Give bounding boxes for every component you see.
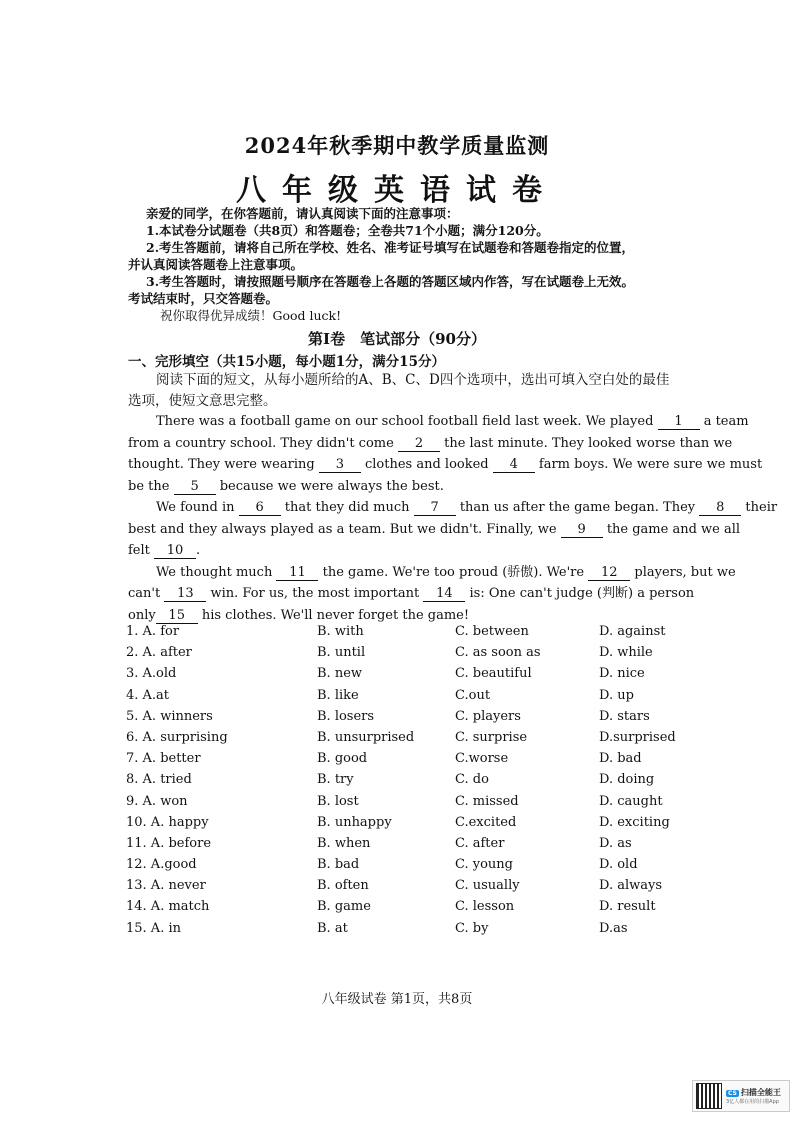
option-12-c: C. young	[455, 857, 513, 873]
option-9-d: D. caught	[599, 793, 663, 809]
option-6-a: 6. A. surprising	[126, 729, 228, 745]
option-row-11	[126, 836, 726, 857]
passage-text: because we were always the best.	[219, 478, 444, 494]
option-row-13	[126, 878, 726, 899]
blank-14: 14	[423, 586, 465, 602]
option-15-b: B. at	[317, 920, 348, 936]
option-14-b: B. game	[317, 899, 371, 915]
option-row-9	[126, 794, 726, 815]
option-7-c: C.worse	[455, 751, 509, 767]
passage-text: their	[745, 500, 778, 515]
option-row-2	[126, 645, 726, 666]
passage-text: thought. They were wearing	[128, 457, 315, 472]
option-8-c: C. do	[455, 772, 489, 788]
passage-text: clothes and looked	[364, 457, 489, 472]
blank-12: 12	[588, 565, 630, 581]
blank-2: 2	[398, 436, 440, 452]
option-2-b: B. until	[317, 645, 366, 661]
option-3-b: B. new	[317, 666, 363, 682]
option-8-d: D. doing	[599, 772, 655, 788]
option-4-d: D. up	[599, 687, 634, 703]
option-2-a: 2. A. after	[126, 645, 192, 661]
option-5-a: 5. A. winners	[126, 708, 213, 724]
passage-line	[128, 411, 749, 433]
option-row-6	[126, 730, 726, 751]
notice-item-3a: 3.考生答题时，请按照题号顺序在答题卷上各题的答题区域内作答，写在试题卷上无效。	[146, 274, 635, 289]
section-instruction	[128, 370, 708, 412]
blank-10: 10	[154, 543, 196, 559]
blank-11: 11	[276, 565, 318, 581]
passage-text: than us after the game began. They	[459, 500, 696, 515]
option-13-a: 13. A. never	[126, 878, 206, 894]
exam-subtitle: 八年级英语试卷	[236, 173, 558, 208]
blank-13: 13	[164, 586, 206, 602]
passage-line	[128, 583, 700, 605]
passage-line	[128, 540, 700, 562]
option-15-a: 15. A. in	[126, 920, 181, 936]
passage-line	[128, 562, 736, 584]
option-13-c: C. usually	[455, 878, 520, 894]
notice-greeting: 亲爱的同学，在你答题前，请认真阅读下面的注意事项：	[146, 206, 459, 221]
option-8-b: B. try	[317, 772, 354, 788]
option-15-c: C. by	[455, 920, 489, 936]
option-10-d: D. exciting	[599, 814, 670, 830]
notice-item-3b: 考试结束时，只交答题卷。	[128, 291, 279, 306]
passage-text: the game and we all	[606, 521, 741, 537]
blank-15: 15	[156, 608, 198, 624]
option-2-c: C. as soon as	[455, 645, 541, 661]
option-15-d: D.as	[599, 920, 628, 936]
option-row-5	[126, 709, 726, 730]
passage-text: the game. We're too proud (骄傲). We're	[322, 564, 585, 580]
option-3-d: D. nice	[599, 666, 645, 682]
option-2-d: D. while	[599, 645, 653, 661]
passage-text: is: One can't judge (判断) a person	[469, 586, 695, 601]
option-11-d: D. as	[599, 835, 632, 851]
watermark-sub: 3亿人都在用的扫描App	[726, 1099, 779, 1105]
option-3-c: C. beautiful	[455, 666, 532, 682]
option-12-a: 12. A.good	[126, 857, 197, 873]
option-row-15	[126, 921, 726, 942]
option-4-b: B. like	[317, 687, 359, 703]
passage-text: farm boys. We were sure we must	[538, 457, 763, 472]
notice-item-1: 1.本试卷分试题卷（共8页）和答题卷；全卷共71个小题；满分120分。	[146, 223, 549, 238]
option-14-d: D. result	[599, 899, 656, 915]
option-9-a: 9. A. won	[126, 793, 188, 809]
passage-text: that they did much	[284, 500, 410, 515]
option-10-c: C.excited	[455, 814, 517, 830]
page-footer: 八年级试卷 第1页，共8页	[321, 992, 473, 1007]
option-6-c: C. surprise	[455, 729, 528, 745]
blank-1: 1	[658, 414, 700, 430]
blank-8: 8	[699, 500, 741, 516]
option-11-b: B. when	[317, 835, 371, 851]
passage-text: players, but we	[634, 564, 736, 580]
option-row-3	[126, 666, 726, 687]
passage-text: can't	[128, 586, 161, 601]
section-title: 一、完形填空（共15小题，每小题1分，满分15分）	[128, 354, 445, 370]
passage-text: .	[196, 543, 201, 558]
option-7-a: 7. A. better	[126, 751, 201, 767]
blank-4: 4	[493, 457, 535, 473]
answer-options	[126, 624, 726, 942]
option-1-d: D. against	[599, 624, 666, 639]
option-14-c: C. lesson	[455, 899, 515, 915]
option-row-7	[126, 751, 726, 772]
option-7-d: D. bad	[599, 751, 642, 767]
instruction-line-1: 阅读下面的短文，从每小题所给的A、B、C、D四个选项中，选出可填入空白处的最佳	[156, 372, 670, 388]
passage-text: his clothes. We'll never forget the game!	[201, 607, 470, 623]
blank-3: 3	[319, 457, 361, 473]
passage-text: best and they always played as a team. But we didn't. Finally, we	[128, 521, 557, 537]
passage-text: the last minute. They looked worse than we	[444, 435, 733, 451]
passage-text: win. For us, the most important	[210, 586, 420, 601]
blank-9: 9	[561, 522, 603, 538]
blank-7: 7	[414, 500, 456, 516]
option-9-b: B. lost	[317, 793, 359, 809]
option-8-a: 8. A. tried	[126, 772, 192, 788]
passage-line	[128, 454, 763, 476]
watermark-brand-name: 扫描全能王	[740, 1088, 781, 1097]
option-row-1	[126, 624, 726, 645]
passage-text: There was a football game on our school football field last week. We played	[156, 414, 654, 429]
option-3-a: 3. A.old	[126, 666, 177, 682]
option-11-a: 11. A. before	[126, 835, 212, 851]
passage-line	[128, 519, 741, 541]
option-row-14	[126, 899, 726, 920]
option-5-d: D. stars	[599, 708, 650, 724]
notice-item-2b: 并认真阅读答题卷上注意事项。	[128, 257, 304, 272]
qr-code-icon	[696, 1083, 722, 1109]
option-5-b: B. losers	[317, 708, 375, 724]
passage-line	[128, 433, 733, 455]
option-row-4	[126, 688, 726, 709]
scanner-watermark	[692, 1080, 790, 1112]
option-1-c: C. between	[455, 624, 529, 639]
option-4-c: C.out	[455, 687, 491, 703]
option-5-c: C. players	[455, 708, 521, 724]
passage-text: only	[128, 607, 156, 623]
option-11-c: C. after	[455, 835, 505, 851]
blank-5: 5	[174, 479, 216, 495]
notice-item-2a: 2.考生答题前，请将自己所在学校、姓名、准考证号填写在试题卷和答题卷指定的位置，	[146, 240, 635, 255]
option-10-b: B. unhappy	[317, 814, 392, 830]
option-7-b: B. good	[317, 751, 368, 767]
option-12-d: D. old	[599, 857, 638, 873]
exam-title: 2024年秋季期中教学质量监测	[244, 133, 550, 158]
passage-text: be the	[128, 478, 170, 494]
option-13-b: B. often	[317, 878, 369, 894]
option-4-a: 4. A.at	[126, 687, 170, 703]
passage-text: from a country school. They didn't come	[128, 435, 394, 451]
option-9-c: C. missed	[455, 793, 519, 809]
passage-text: felt	[128, 543, 150, 558]
option-row-8	[126, 772, 726, 793]
passage-line	[128, 605, 700, 627]
option-1-b: B. with	[317, 624, 364, 639]
option-10-a: 10. A. happy	[126, 814, 209, 830]
watermark-text	[726, 1087, 781, 1105]
passage-text: We thought much	[156, 564, 273, 580]
option-6-d: D.surprised	[599, 729, 676, 745]
passage-line	[128, 476, 700, 498]
option-14-a: 14. A. match	[126, 899, 210, 915]
cloze-passage	[128, 411, 778, 626]
option-6-b: B. unsurprised	[317, 729, 415, 745]
cs-logo-icon: CS	[728, 1090, 737, 1097]
option-row-10	[126, 815, 726, 836]
passage-text: a team	[703, 414, 749, 429]
notice-wish: 祝你取得优异成绩！Good luck!	[160, 308, 342, 323]
option-12-b: B. bad	[317, 857, 360, 873]
part-title: 第Ⅰ卷 笔试部分（90分）	[308, 330, 486, 348]
option-row-12	[126, 857, 726, 878]
instruction-line-2: 选项，使短文意思完整。	[128, 393, 277, 409]
passage-line	[128, 497, 778, 519]
watermark-brand	[726, 1087, 781, 1098]
option-1-a: 1. A. for	[126, 624, 180, 639]
passage-text: We found in	[156, 500, 235, 515]
blank-6: 6	[239, 500, 281, 516]
option-13-d: D. always	[599, 878, 663, 894]
notice-block	[128, 205, 698, 324]
